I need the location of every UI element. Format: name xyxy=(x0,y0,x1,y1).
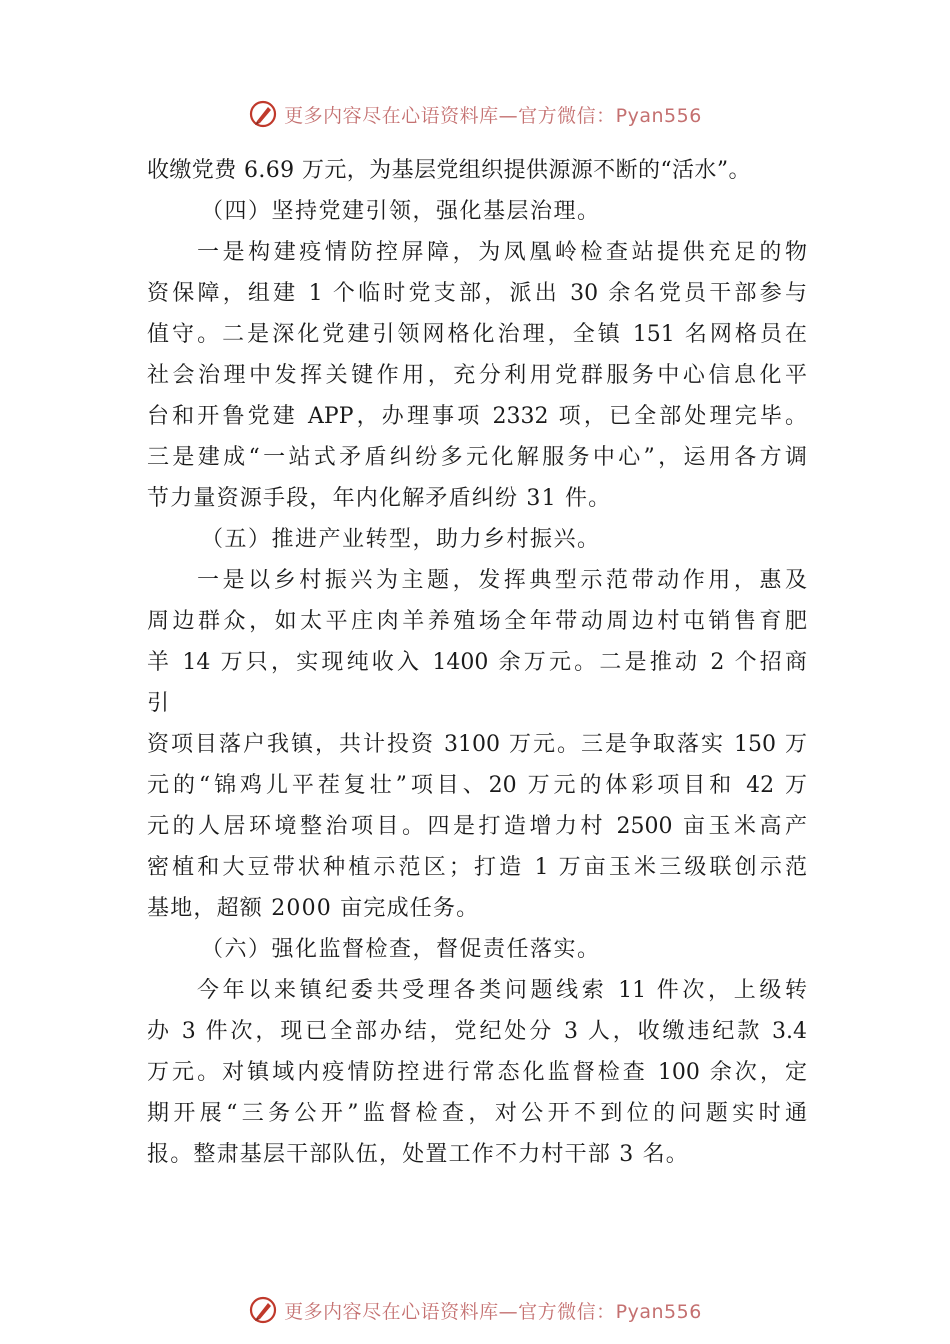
paragraph-line: 周边群众，如太平庄肉羊养殖场全年带动周边村屯销售育肥 xyxy=(147,609,807,634)
paragraph-line: 社会治理中发挥关键作用，充分利用党群服务中心信息化平 xyxy=(147,363,807,388)
paragraph-line: 万元。对镇域内疫情防控进行常态化监督检查 100 余次，定 xyxy=(147,1060,807,1085)
paragraph-line: 办 3 件次，现已全部办结，党纪处分 3 人，收缴违纪款 3.4 xyxy=(147,1019,807,1044)
pen-logo-icon xyxy=(248,99,278,129)
paragraph-line: 期开展“三务公开”监督检查，对公开不到位的问题实时通 xyxy=(147,1101,807,1126)
paragraph-line: 资保障，组建 1 个临时党支部，派出 30 余名党员干部参与 xyxy=(147,281,807,306)
pen-logo-icon xyxy=(248,1295,278,1325)
paragraph-line: 基地，超额 2000 亩完成任务。 xyxy=(147,896,480,921)
paragraph-line: 密植和大豆带状种植示范区；打造 1 万亩玉米三级联创示范 xyxy=(147,855,807,880)
paragraph-line: 一是以乡村振兴为主题，发挥典型示范带动作用，惠及 xyxy=(197,568,807,593)
watermark-text: 更多内容尽在心语资料库—官方微信：Pyan556 xyxy=(284,104,702,127)
paragraph-line: 台和开鲁党建 APP，办理事项 2332 项，已全部处理完毕。 xyxy=(147,404,807,429)
watermark-header xyxy=(0,94,950,134)
paragraph-line: 资项目落户我镇，共计投资 3100 万元。三是争取落实 150 万 xyxy=(147,732,807,757)
section-heading-4: （四）坚持党建引领，强化基层治理。 xyxy=(201,199,601,224)
paragraph-line: 今年以来镇纪委共受理各类问题线索 11 件次，上级转 xyxy=(197,978,807,1003)
section-heading-6: （六）强化监督检查，督促责任落实。 xyxy=(201,937,601,962)
section-heading-5: （五）推进产业转型，助力乡村振兴。 xyxy=(201,527,601,552)
paragraph-line: 节力量资源手段，年内化解矛盾纠纷 31 件。 xyxy=(147,486,612,511)
document-body xyxy=(147,150,807,1175)
paragraph-line: 三是建成“一站式矛盾纠纷多元化解服务中心”，运用各方调 xyxy=(147,445,807,470)
paragraph-line: 引 xyxy=(147,691,170,716)
watermark-footer xyxy=(0,1290,950,1330)
paragraph-line: 报。整肃基层干部队伍，处置工作不力村干部 3 名。 xyxy=(147,1142,689,1167)
paragraph-line: 值守。二是深化党建引领网格化治理，全镇 151 名网格员在 xyxy=(147,322,807,347)
paragraph-line: 羊 14 万只，实现纯收入 1400 余万元。二是推动 2 个招商 xyxy=(147,650,807,675)
paragraph-line: 元的“锦鸡儿平茬复壮”项目、20 万元的体彩项目和 42 万 xyxy=(147,773,807,798)
watermark-text: 更多内容尽在心语资料库—官方微信：Pyan556 xyxy=(284,1300,702,1323)
paragraph-line: 一是构建疫情防控屏障，为凤凰岭检查站提供充足的物 xyxy=(197,240,807,265)
paragraph-line: 收缴党费 6.69 万元，为基层党组织提供源源不断的“活水”。 xyxy=(147,158,751,183)
paragraph-line: 元的人居环境整治项目。四是打造增力村 2500 亩玉米高产 xyxy=(147,814,807,839)
